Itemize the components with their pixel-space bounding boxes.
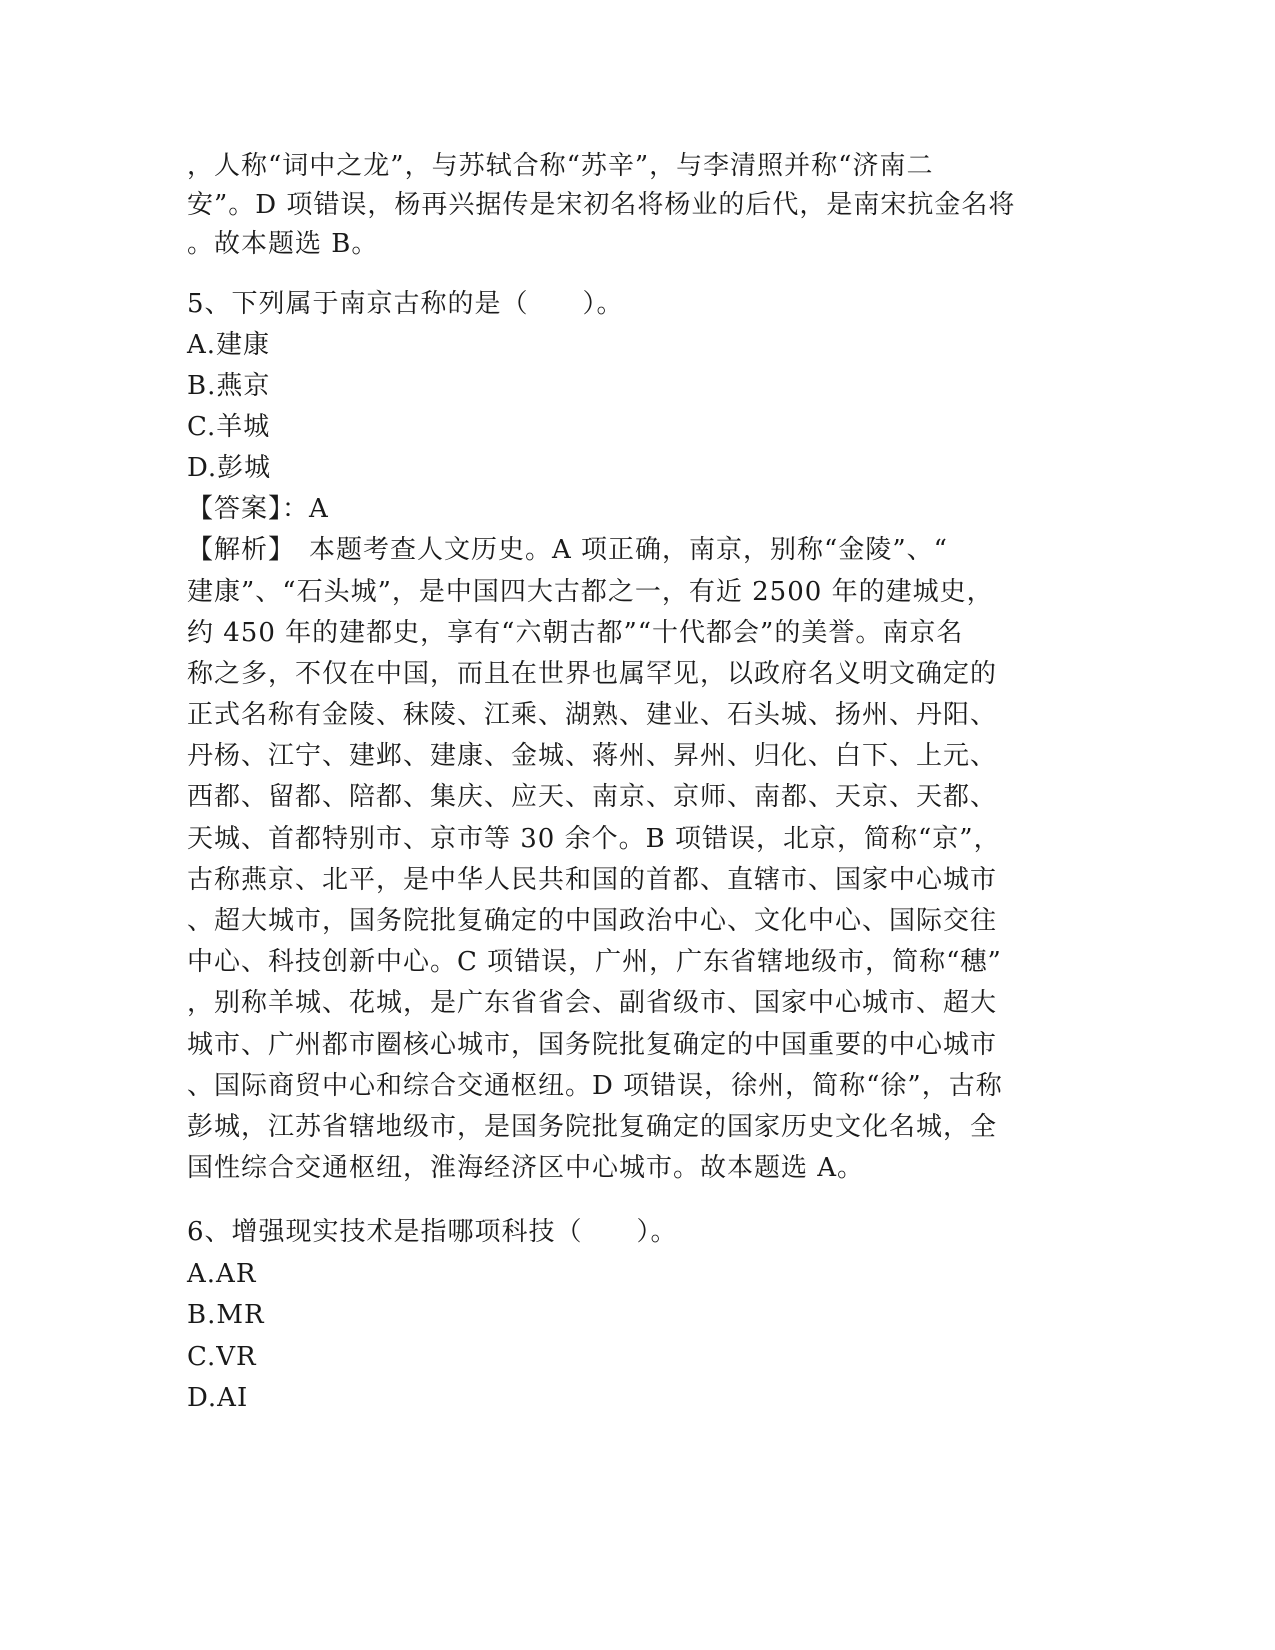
q6-option-c: C.VR — [187, 1342, 257, 1372]
q5-analysis-line: ，别称羊城、花城，是广东省省会、副省级市、国家中心城市、超大 — [187, 988, 998, 1018]
q5-analysis-line: 【解析】 本题考查人文历史。A 项正确，南京，别称“金陵”、“ — [187, 535, 948, 565]
q4-analysis-line: 安”。D 项错误，杨再兴据传是宋初名将杨业的后代，是南宋抗金名将 — [187, 190, 1016, 220]
q5-analysis-line: 古称燕京、北平，是中华人民共和国的首都、直辖市、国家中心城市 — [187, 865, 998, 895]
q5-option-d: D.彭城 — [187, 453, 272, 483]
q5-option-a: A.建康 — [187, 330, 271, 360]
q5-analysis-line: 天城、首都特别市、京市等 30 余个。B 项错误，北京，简称“京”， — [187, 824, 1001, 854]
q5-analysis-line: 西都、留都、陪都、集庆、应天、南京、京师、南都、天京、天都、 — [187, 782, 998, 812]
q5-option-b: B.燕京 — [187, 371, 271, 401]
q5-analysis-line: 约 450 年的建都史，享有“六朝古都”“十代都会”的美誉。南京名 — [187, 618, 964, 648]
q5-analysis-line: 丹杨、江宁、建邺、建康、金城、蒋州、昇州、归化、白下、上元、 — [187, 741, 998, 771]
q5-analysis-line: 建康”、“石头城”，是中国四大古都之一，有近 2500 年的建城史， — [187, 577, 994, 607]
q5-answer: 【答案】：A — [187, 494, 329, 524]
q5-analysis-line: 彭城，江苏省辖地级市，是国务院批复确定的国家历史文化名城，全 — [187, 1112, 998, 1142]
q5-stem: 5、下列属于南京古称的是（ ）。 — [187, 289, 624, 319]
q5-analysis-line: 正式名称有金陵、秣陵、江乘、湖熟、建业、石头城、扬州、丹阳、 — [187, 700, 998, 730]
q4-analysis-line: 。故本题选 B。 — [187, 229, 379, 259]
q6-option-b: B.MR — [187, 1300, 265, 1330]
q5-analysis-line: 国性综合交通枢纽，淮海经济区中心城市。故本题选 A。 — [187, 1153, 865, 1183]
q5-analysis-line: 、国际商贸中心和综合交通枢纽。D 项错误，徐州，简称“徐”，古称 — [187, 1071, 1003, 1101]
q5-analysis-line: 中心、科技创新中心。C 项错误，广州，广东省辖地级市，简称“穗” — [187, 947, 1002, 977]
q5-analysis-line: 称之多，不仅在中国，而且在世界也属罕见，以政府名义明文确定的 — [187, 659, 998, 689]
q5-analysis-line: 城市、广州都市圈核心城市，国务院批复确定的中国重要的中心城市 — [187, 1030, 998, 1060]
q6-option-d: D.AI — [187, 1383, 249, 1413]
q5-analysis-line: 、超大城市，国务院批复确定的中国政治中心、文化中心、国际交往 — [187, 906, 998, 936]
q4-analysis-line: ，人称“词中之龙”，与苏轼合称“苏辛”，与李清照并称“济南二 — [187, 151, 934, 181]
q6-option-a: A.AR — [187, 1259, 257, 1289]
q5-option-c: C.羊城 — [187, 412, 271, 442]
q6-stem: 6、增强现实技术是指哪项科技（ ）。 — [187, 1217, 678, 1247]
